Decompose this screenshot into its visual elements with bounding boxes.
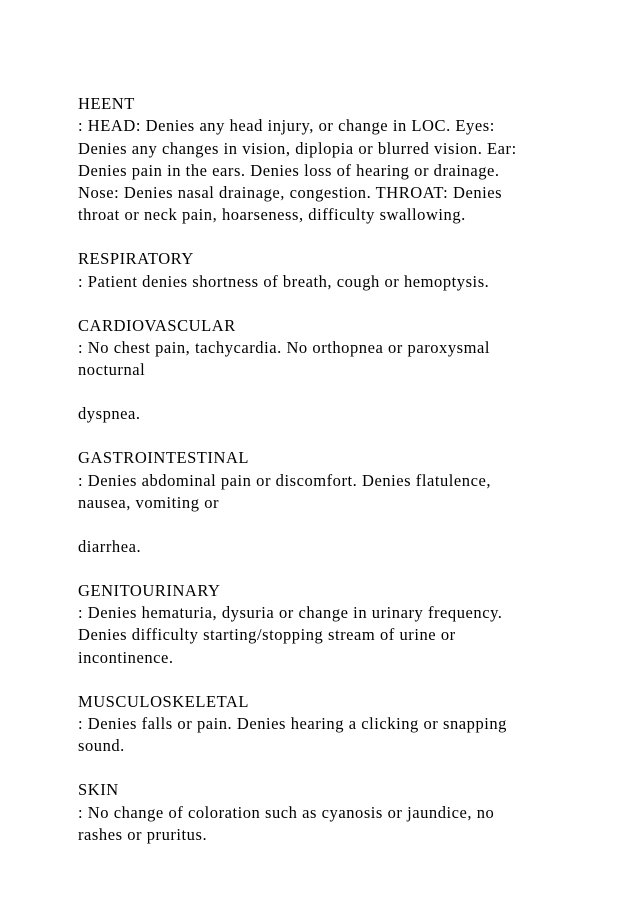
section-heading: RESPIRATORY bbox=[78, 249, 194, 269]
text-line: Denies difficulty starting/stopping stream of urine or bbox=[78, 625, 456, 645]
text-line: : Denies hematuria, dysuria or change in urinary frequency. bbox=[78, 603, 503, 623]
review-of-systems bbox=[78, 93, 558, 868]
text-line: Denies any changes in vision, diplopia or blurred vision. Ear: bbox=[78, 138, 517, 158]
text-line: : No chest pain, tachycardia. No orthopnea or paroxysmal bbox=[78, 338, 491, 358]
text-line: dyspnea. bbox=[78, 404, 141, 424]
text-line: throat or neck pain, hoarseness, difficulty swallowing. bbox=[78, 205, 466, 225]
section-heading: GASTROINTESTINAL bbox=[78, 448, 250, 468]
section-skin bbox=[78, 779, 558, 846]
section-cardiovascular-continued bbox=[78, 403, 558, 425]
text-line: : Denies falls or pain. Denies hearing a clicking or snapping bbox=[78, 714, 507, 734]
text-line: rashes or pruritus. bbox=[78, 824, 208, 844]
section-heading: CARDIOVASCULAR bbox=[78, 315, 236, 335]
text-line: : Denies abdominal pain or discomfort. Denies flatulence, bbox=[78, 470, 492, 490]
text-line: nausea, vomiting or bbox=[78, 492, 220, 512]
section-heent bbox=[78, 93, 558, 227]
text-line: diarrhea. bbox=[78, 536, 142, 556]
section-heading: GENITOURINARY bbox=[78, 580, 221, 600]
text-line: : HEAD: Denies any head injury, or change in LOC. Eyes: bbox=[78, 116, 495, 136]
text-line: sound. bbox=[78, 736, 125, 756]
section-genitourinary bbox=[78, 580, 558, 669]
section-gastrointestinal bbox=[78, 447, 558, 514]
section-heading: MUSCULOSKELETAL bbox=[78, 691, 250, 711]
section-gastrointestinal-continued bbox=[78, 536, 558, 558]
section-heading: SKIN bbox=[78, 780, 119, 800]
text-line: Nose: Denies nasal drainage, congestion. THROAT: Denies bbox=[78, 183, 503, 203]
text-line: nocturnal bbox=[78, 360, 146, 380]
section-heading: HEENT bbox=[78, 94, 135, 113]
text-line: : Patient denies shortness of breath, cough or hemoptysis. bbox=[78, 271, 490, 291]
section-cardiovascular bbox=[78, 315, 558, 382]
text-line: : No change of coloration such as cyanosis or jaundice, no bbox=[78, 802, 495, 822]
section-respiratory bbox=[78, 248, 558, 293]
text-line: Denies pain in the ears. Denies loss of hearing or drainage. bbox=[78, 160, 500, 180]
text-line: incontinence. bbox=[78, 647, 174, 667]
section-musculoskeletal bbox=[78, 691, 558, 758]
